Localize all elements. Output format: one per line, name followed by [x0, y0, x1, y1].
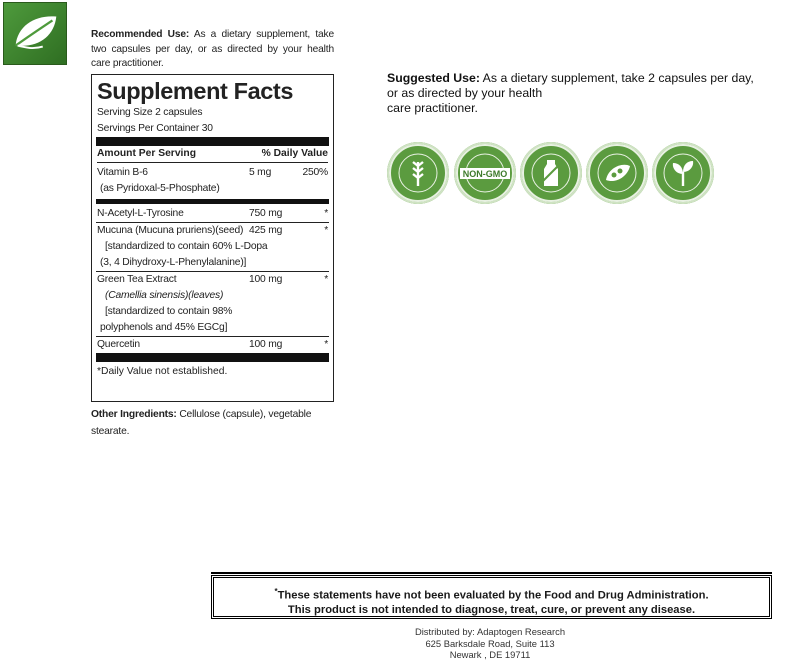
suggested-use-line2: or as directed by your health	[387, 86, 543, 100]
recommended-use-text: As a dietary supplement, take two capsules per day, or as directed by your health care practitioner.	[91, 29, 334, 69]
divider-medium	[96, 199, 329, 204]
ingredient-dv: 250%	[302, 167, 328, 178]
ingredient-dv: *	[324, 274, 328, 285]
ingredient-name: Quercetin	[97, 339, 140, 350]
ingredient-note: (Camellia sinensis)(leaves)	[105, 290, 224, 301]
recommended-use	[91, 28, 334, 72]
ingredient-dv: *	[324, 339, 328, 350]
suggested-use-label: Suggested Use:	[387, 71, 480, 85]
distributor-info	[392, 626, 588, 661]
supplement-facts-panel	[91, 74, 334, 402]
facts-row-n-acetyl-l-tyrosine	[97, 206, 328, 222]
soybean-icon	[586, 142, 648, 204]
non-gmo-text: NON-GMO	[462, 169, 508, 179]
ingredient-amount: 5 mg	[249, 167, 272, 178]
facts-row-quercetin	[97, 337, 328, 353]
divider-thick	[96, 137, 329, 146]
leaf-icon	[4, 3, 66, 64]
divider-thick	[96, 353, 329, 362]
ingredient-dv: *	[324, 225, 328, 236]
ingredient-amount: 425 mg	[249, 225, 283, 236]
ingredient-name: N-Acetyl-L-Tyrosine	[97, 208, 184, 219]
non-gmo-icon	[454, 142, 516, 204]
serving-size: Serving Size 2 capsules	[97, 107, 203, 118]
facts-header	[97, 146, 328, 163]
badge-gluten-free	[387, 142, 449, 204]
badge-soy-free	[586, 142, 648, 204]
facts-row-vitamin-b6	[97, 165, 328, 197]
distributor-line1: Distributed by: Adaptogen Research	[414, 626, 566, 637]
ingredient-amount: 750 mg	[249, 208, 283, 219]
distributor-line3: Newark , DE 19711	[449, 649, 531, 660]
other-ingredients	[91, 406, 334, 440]
ingredient-note: [standardized to contain 98%	[105, 306, 233, 317]
suggested-use-line1: As a dietary supplement, take 2 capsules per day,	[479, 71, 754, 85]
ingredient-amount: 100 mg	[249, 274, 283, 285]
ingredient-note: [standardized to contain 60% L-Dopa	[105, 241, 268, 252]
ingredient-dv: *	[324, 208, 328, 219]
milk-bottle-icon	[520, 142, 582, 204]
fda-disclaimer	[211, 575, 772, 619]
badge-non-gmo	[454, 142, 516, 204]
facts-row-mucuna	[97, 223, 328, 271]
ingredient-amount: 100 mg	[249, 339, 283, 350]
distributor-line2: 625 Barksdale Road, Suite 113	[425, 637, 555, 649]
recommended-use-label: Recommended Use:	[91, 29, 190, 40]
amount-per-serving-header: Amount Per Serving	[97, 148, 196, 159]
daily-value-footnote: *Daily Value not established.	[97, 366, 228, 377]
ingredient-note: polyphenols and 45% EGCg]	[100, 322, 228, 333]
disclaimer-line1: These statements have not been evaluated by the Food and Drug Administration.	[277, 589, 709, 602]
servings-per-container: Servings Per Container 30	[97, 123, 213, 134]
suggested-use-line3: care practitioner.	[387, 101, 478, 115]
ingredient-note: (3, 4 Dihydroxy-L-Phenylalanine)]	[100, 257, 247, 268]
badge-dairy-free	[520, 142, 582, 204]
disclaimer-mark: *	[274, 587, 278, 596]
ingredient-name: Vitamin B-6	[97, 167, 148, 178]
brand-logo	[3, 2, 67, 65]
facts-title: Supplement Facts	[97, 78, 294, 104]
other-ingredients-label: Other Ingredients:	[91, 409, 177, 420]
ingredient-note: (as Pyridoxal-5-Phosphate)	[100, 183, 220, 194]
badge-vegetarian	[652, 142, 714, 204]
wheat-icon	[387, 142, 449, 204]
sprout-icon	[652, 142, 714, 204]
ingredient-name: Mucuna (Mucuna pruriens)(seed)	[97, 225, 244, 236]
suggested-use	[387, 71, 806, 116]
facts-row-green-tea-extract	[97, 272, 328, 336]
daily-value-header: % Daily Value	[261, 148, 328, 159]
other-ingredients-text: Cellulose (capsule), vegetable stearate.	[91, 409, 312, 437]
ingredient-name: Green Tea Extract	[97, 274, 177, 285]
disclaimer-line2: This product is not intended to diagnose, treat, cure, or prevent any disease.	[287, 603, 696, 616]
